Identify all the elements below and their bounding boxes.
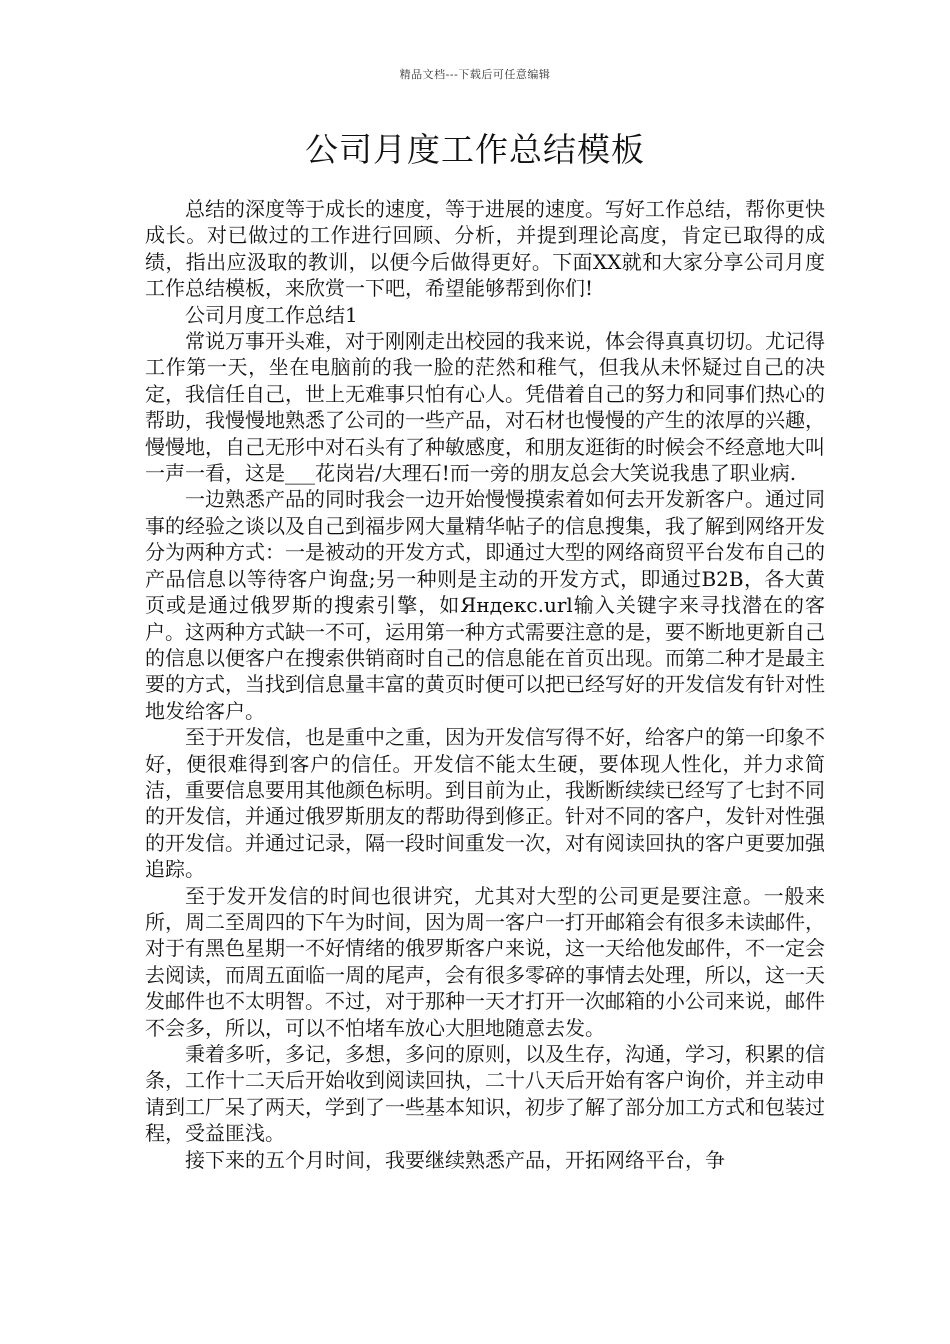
header-note: 精品文档---下载后可任意编辑 [399,68,551,81]
paragraph-intro: 总结的深度等于成长的速度，等于进展的速度。写好工作总结，帮你更快成长。对已做过的工作进行回顾、分析，并提到理论高度，肯定已取得的成绩，指出应汲取的教训，以便今后做得更好。下面XX就和大家分享公司月度工作总结模板，来欣赏一下吧，希望能够帮到你们! [145,197,825,301]
paragraph: 一边熟悉产品的同时我会一边开始慢慢摸索着如何去开发新客户。通过同事的经验之谈以及自己到福步网大量精华帖子的信息搜集，我了解到网络开发分为两种方式：一是被动的开发方式，即通过大型的网络商贸平台发布自己的产品信息以等待客户询盘;另一种则是主动的开发方式，即通过B2B，各大黄页或是通过俄罗斯的搜索引擎，如Яндекс.url输入关键字来寻找潜在的客户。这两种方式缺一不可，运用第一种方式需要注意的是，要不断地更新自己的信息以便客户在搜索供销商时自己的信息能在首页出现。而第二种才是最主要的方式，当找到信息量丰富的黄页时便可以把已经写好的开发信发有针对性地发给客户。 [145,487,825,723]
paragraph: 接下来的五个月时间，我要继续熟悉产品，开拓网络平台，争 [185,1147,725,1172]
document-body [145,196,825,1173]
paragraph: 常说万事开头难，对于刚刚走出校园的我来说，体会得真真切切。尤记得工作第一天，坐在电脑前的我一脸的茫然和稚气，但我从未怀疑过自己的决定，我信任自己，世上无难事只怕有心人。凭借着自己的努力和同事们热心的帮助，我慢慢地熟悉了公司的一些产品，对石材也慢慢的产生的浓厚的兴趣，慢慢地，自己无形中对石头有了种敏感度，和朋友逛街的时候会不经意地大叫一声一看，这是___花岗岩/大理石!而一旁的朋友总会大笑说我患了职业病. [145,329,825,486]
section-heading: 公司月度工作总结1 [185,302,358,327]
document-title: 公司月度工作总结模板 [305,130,645,169]
paragraph: 秉着多听，多记，多想，多问的原则，以及生存，沟通，学习，积累的信条，工作十二天后开始收到阅读回执，二十八天后开始有客户询价，并主动申请到工厂呆了两天，学到了一些基本知识，初步了解了部分加工方式和包装过程，受益匪浅。 [145,1042,825,1146]
paragraph: 至于发开发信的时间也很讲究，尤其对大型的公司更是要注意。一般来所，周二至周四的下午为时间，因为周一客户一打开邮箱会有很多未读邮件，对于有黑色星期一不好情绪的俄罗斯客户来说，这一天给他发邮件，不一定会去阅读，而周五面临一周的尾声，会有很多零碎的事情去处理，所以，这一天发邮件也不太明智。不过，对于那种一天才打开一次邮箱的小公司来说，邮件不会多，所以，可以不怕堵车放心大胆地随意去发。 [145,883,825,1040]
paragraph: 至于开发信，也是重中之重，因为开发信写得不好，给客户的第一印象不好，便很难得到客户的信任。开发信不能太生硬，要体现人性化，并力求简洁，重要信息要用其他颜色标明。到目前为止，我断断续续已经写了七封不同的开发信，并通过俄罗斯朋友的帮助得到修正。针对不同的客户，发针对性强的开发信。并通过记录，隔一段时间重发一次，对有阅读回执的客户更要加强追踪。 [145,725,825,882]
